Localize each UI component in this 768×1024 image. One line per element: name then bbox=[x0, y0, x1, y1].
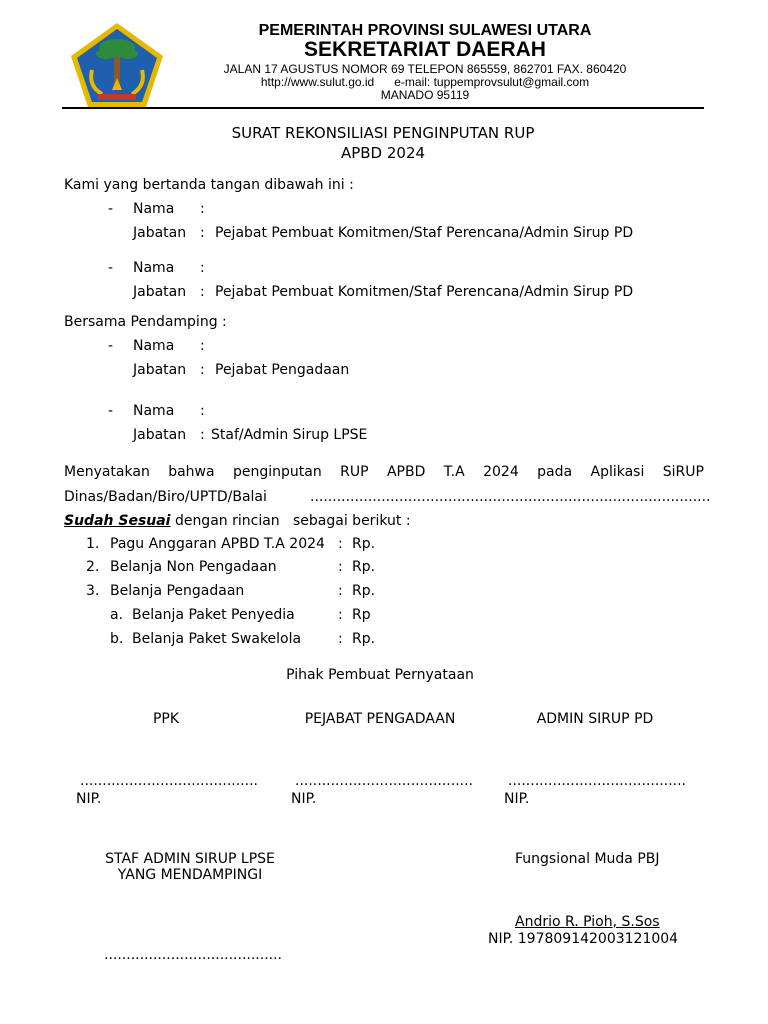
staff-title-line-1: STAF ADMIN SIRUP LPSE bbox=[105, 851, 275, 867]
pihak-heading: Pihak Pembuat Pernyataan bbox=[286, 667, 474, 683]
signer-2-dash: - bbox=[108, 260, 114, 276]
statement-rest: dengan rincian sebagai berikut : bbox=[174, 513, 411, 529]
item-1-num: 1. bbox=[86, 536, 100, 552]
signer-2-jabatan: Pejabat Pembuat Komitmen/Staf Perencana/Admin Sirup PD bbox=[215, 284, 634, 300]
header-contact: http://www.sulut.go.id e-mail: tuppemprovsulut@gmail.com bbox=[260, 75, 590, 89]
signer-1-jabatan: Pejabat Pembuat Komitmen/Staf Perencana/Admin Sirup PD bbox=[215, 225, 634, 241]
document-year: APBD 2024 bbox=[340, 144, 426, 162]
companion-2-jabatan-colon: : bbox=[200, 427, 205, 443]
sign-col-pejabat-nip: NIP. bbox=[291, 791, 317, 807]
item-1-value: Rp. bbox=[352, 536, 376, 552]
item-2-value: Rp. bbox=[352, 559, 376, 575]
statement-word: SiRUP bbox=[662, 464, 704, 480]
statement-word: APBD bbox=[386, 464, 426, 480]
signer-1-jabatan-label: Jabatan bbox=[133, 225, 187, 241]
companion-1-dash: - bbox=[108, 338, 114, 354]
item-1-colon: : bbox=[338, 536, 343, 552]
statement-word: T.A bbox=[443, 464, 465, 480]
fungsional-title: Fungsional Muda PBJ bbox=[515, 851, 660, 867]
sign-col-admin-line: ........................................ bbox=[508, 773, 687, 789]
item-2-num: 2. bbox=[86, 559, 100, 575]
statement-line-1 bbox=[64, 464, 704, 480]
sign-col-pejabat-line: ........................................ bbox=[295, 773, 474, 789]
item-3a-colon: : bbox=[338, 607, 343, 623]
sign-col-admin-nip: NIP. bbox=[504, 791, 530, 807]
statement-word: pada bbox=[537, 464, 573, 480]
item-3b-colon: : bbox=[338, 631, 343, 647]
companion-1-jabatan: Pejabat Pengadaan bbox=[215, 362, 350, 378]
statement-word: 2024 bbox=[483, 464, 519, 480]
companion-2-jabatan-label: Jabatan bbox=[133, 427, 187, 443]
item-2-colon: : bbox=[338, 559, 343, 575]
statement-word: Menyatakan bbox=[64, 464, 150, 480]
sign-col-pejabat-title: PEJABAT PENGADAAN bbox=[304, 711, 456, 727]
item-3-label: Belanja Pengadaan bbox=[110, 583, 245, 599]
item-3-num: 3. bbox=[86, 583, 100, 599]
document-title: SURAT REKONSILIASI PENGINPUTAN RUP bbox=[231, 124, 535, 142]
staff-title-line-2: YANG MENDAMPINGI bbox=[117, 867, 263, 883]
item-3b-value: Rp. bbox=[352, 631, 376, 647]
companion-1-jabatan-colon: : bbox=[200, 362, 205, 378]
signer-1-name-label: Nama bbox=[133, 201, 175, 217]
statement-word: Aplikasi bbox=[590, 464, 645, 480]
item-3b-label: Belanja Paket Swakelola bbox=[132, 631, 302, 647]
statement-unit-fill: .......................................................................................... bbox=[310, 489, 711, 505]
sign-col-admin-title: ADMIN SIRUP PD bbox=[536, 711, 654, 727]
header-government: PEMERINTAH PROVINSI SULAWESI UTARA bbox=[258, 22, 592, 39]
statement-word: penginputan bbox=[233, 464, 322, 480]
sign-col-ppk-nip: NIP. bbox=[76, 791, 102, 807]
intro-text: Kami yang bertanda tangan dibawah ini : bbox=[64, 177, 354, 193]
companion-1-jabatan-label: Jabatan bbox=[133, 362, 187, 378]
header-rule bbox=[62, 107, 704, 109]
staff-sign-line: ........................................ bbox=[104, 947, 283, 963]
signer-2-name-label: Nama bbox=[133, 260, 175, 276]
fungsional-nip: NIP. 197809142003121004 bbox=[488, 931, 679, 947]
item-3a-num: a. bbox=[110, 607, 124, 623]
statement-word: bahwa bbox=[168, 464, 215, 480]
companion-1-name-colon: : bbox=[200, 338, 205, 354]
header-city: MANADO 95119 bbox=[380, 88, 470, 102]
signer-2-jabatan-label: Jabatan bbox=[133, 284, 187, 300]
header-address: JALAN 17 AGUSTUS NOMOR 69 TELEPON 865559, 862701 FAX. 860420 bbox=[223, 62, 627, 76]
sudah-sesuai-text: Sudah Sesuai bbox=[64, 513, 171, 529]
item-2-label: Belanja Non Pengadaan bbox=[110, 559, 277, 575]
sign-col-ppk-line: ........................................ bbox=[80, 773, 259, 789]
item-3a-value: Rp bbox=[352, 607, 371, 623]
item-3-colon: : bbox=[338, 583, 343, 599]
companion-1-name-label: Nama bbox=[133, 338, 175, 354]
companion-2-dash: - bbox=[108, 403, 114, 419]
companion-2-name-label: Nama bbox=[133, 403, 175, 419]
statement-unit-label: Dinas/Badan/Biro/UPTD/Balai bbox=[64, 489, 267, 505]
statement-word: RUP bbox=[340, 464, 369, 480]
companion-2-jabatan: Staf/Admin Sirup LPSE bbox=[211, 427, 368, 443]
signer-2-name-colon: : bbox=[200, 260, 205, 276]
companion-intro: Bersama Pendamping : bbox=[64, 314, 227, 330]
header-secretariat: SEKRETARIAT DAERAH bbox=[304, 38, 546, 61]
item-1-label: Pagu Anggaran APBD T.A 2024 bbox=[110, 536, 325, 552]
item-3a-label: Belanja Paket Penyedia bbox=[132, 607, 295, 623]
provincial-emblem-logo bbox=[68, 20, 166, 110]
signer-2-jabatan-colon: : bbox=[200, 284, 205, 300]
signer-1-jabatan-colon: : bbox=[200, 225, 205, 241]
sign-col-ppk-title: PPK bbox=[152, 711, 180, 727]
signer-1-name-colon: : bbox=[200, 201, 205, 217]
fungsional-name: Andrio R. Pioh, S.Sos bbox=[515, 914, 660, 930]
statement-sesuai-line bbox=[64, 513, 411, 529]
companion-2-name-colon: : bbox=[200, 403, 205, 419]
item-3-value: Rp. bbox=[352, 583, 376, 599]
signer-1-dash: - bbox=[108, 201, 114, 217]
item-3b-num: b. bbox=[110, 631, 124, 647]
